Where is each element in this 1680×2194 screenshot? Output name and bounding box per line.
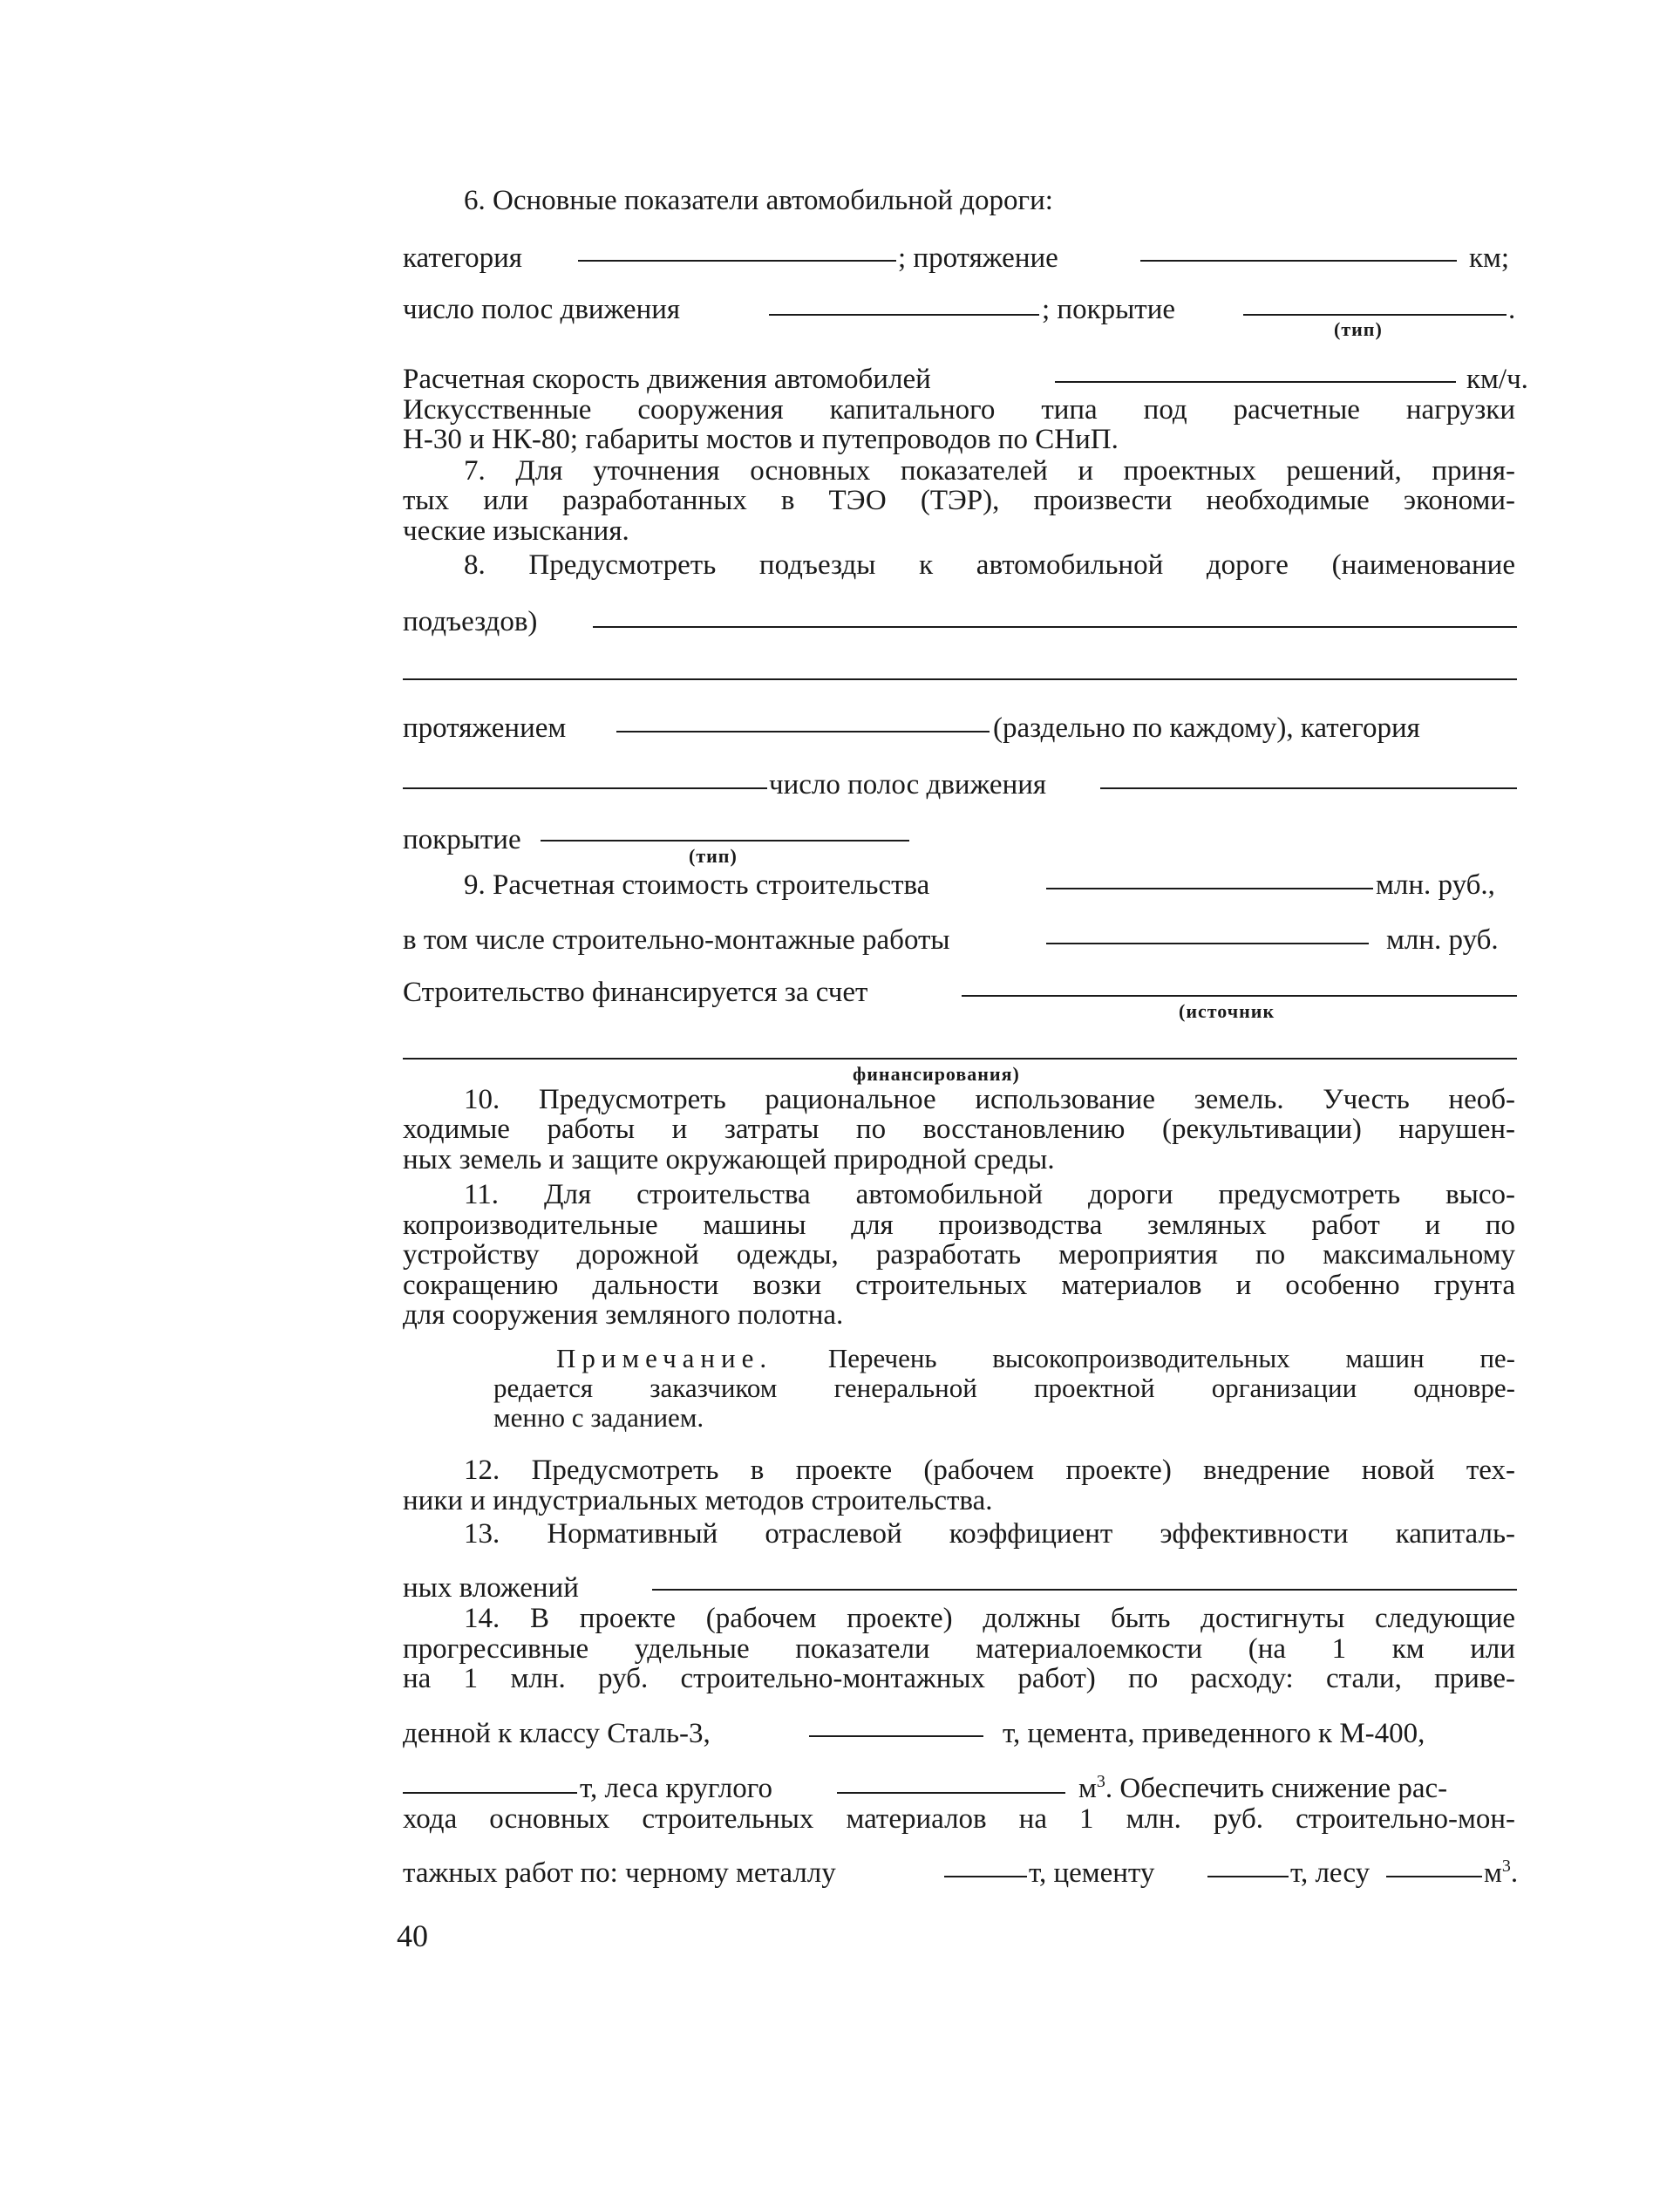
item7-line-3: ческие изыскания. bbox=[403, 515, 629, 547]
item11-line-1: 11. Для строительства автомобильной дороги предусмотреть высо- bbox=[464, 1179, 1515, 1210]
item14-line-2: прогрессивные удельные показатели материалоемкости (на 1 км или bbox=[403, 1633, 1515, 1665]
item10-line-3: ных земель и защите окружающей природной среды. bbox=[403, 1144, 1055, 1175]
item9-line-1: 9. Расчетная стоимость строительства bbox=[464, 869, 930, 901]
reduction-text: . Обеспечить снижение рас- bbox=[1105, 1773, 1448, 1804]
item10-line-2: ходимые работы и затраты по восстановлению (рекультивации) нарушен- bbox=[403, 1114, 1515, 1145]
category-label: категория bbox=[403, 242, 522, 274]
note-text-1: Перечень высокопроизводительных машин пе- bbox=[827, 1343, 1516, 1373]
kmh-unit: км/ч. bbox=[1466, 364, 1528, 395]
wood-reduction-blank bbox=[1386, 1876, 1482, 1877]
cost-unit: млн. руб., bbox=[1376, 869, 1495, 901]
construction-cost-unit: млн. руб. bbox=[1386, 924, 1499, 956]
item14-reduction-label bbox=[1078, 1773, 1447, 1804]
surface-label: ; покрытие bbox=[1042, 294, 1176, 325]
coefficient-blank bbox=[652, 1589, 1517, 1591]
approach-category-blank bbox=[403, 787, 767, 789]
item12-line-1: 12. Предусмотреть в проекте (рабочем проекте) внедрение новой тех- bbox=[464, 1455, 1515, 1486]
final-cubic-unit: м bbox=[1484, 1857, 1502, 1889]
item7-line-2: тых или разработанных в ТЭО (ТЭР), произвести необходимые экономи- bbox=[403, 485, 1515, 516]
financing-caption: финансирования) bbox=[853, 1063, 1020, 1085]
cement-blank bbox=[403, 1792, 577, 1794]
item11-line-5: для сооружения земляного полотна. bbox=[403, 1299, 844, 1331]
km-unit: км; bbox=[1469, 242, 1510, 274]
item13-line-2: ных вложений bbox=[403, 1572, 579, 1604]
note-label: Примечание. bbox=[556, 1343, 773, 1373]
approach-surface-blank bbox=[541, 840, 909, 841]
approach-lanes-label: число полос движения bbox=[769, 769, 1047, 801]
steel-blank bbox=[809, 1735, 983, 1737]
length-label: ; протяжение bbox=[898, 242, 1058, 274]
approach-length-label: протяжением bbox=[403, 712, 567, 744]
type-caption: (тип) bbox=[1334, 318, 1383, 340]
item12-line-2: ники и индустриальных методов строительства. bbox=[403, 1485, 993, 1516]
note-line-2: редается заказчиком генеральной проектной организации одновре- bbox=[493, 1373, 1515, 1403]
surface-blank bbox=[1243, 314, 1507, 316]
source-caption: (источник bbox=[1179, 1000, 1275, 1022]
approaches-label: подъездов) bbox=[403, 606, 538, 637]
structures-line-2: Н-30 и НК-80; габариты мостов и путепроводов по СНиП. bbox=[403, 424, 1119, 455]
item14-line-1: 14. В проекте (рабочем проекте) должны быть достигнуты следующие bbox=[464, 1603, 1515, 1634]
cement-reduction-blank bbox=[1207, 1876, 1289, 1877]
item14-wood-reduction-label: т, лесу bbox=[1290, 1857, 1371, 1889]
item8-line-1: 8. Предусмотреть подъезды к автомобильной дороге (наименование bbox=[464, 549, 1515, 581]
note-line-3: менно с заданием. bbox=[493, 1402, 704, 1433]
final-period: . bbox=[1510, 1857, 1519, 1889]
item14-cement-label: т, цемента, приведенного к М-400, bbox=[1003, 1718, 1425, 1749]
category-blank bbox=[578, 260, 896, 262]
construction-cost-blank bbox=[1046, 943, 1369, 944]
cubic-meter-unit: м bbox=[1078, 1773, 1097, 1804]
item11-line-2: копроизводительные машины для производства земляных работ и по bbox=[403, 1209, 1515, 1241]
item9-line-2: в том числе строительно-монтажные работы bbox=[403, 924, 950, 956]
item9-line-3: Строительство финансируется за счет bbox=[403, 977, 868, 1008]
length-blank bbox=[1140, 260, 1457, 262]
page-number: 40 bbox=[397, 1918, 428, 1953]
approach-type-caption: (тип) bbox=[689, 845, 738, 867]
item14-steel-label: денной к классу Сталь-3, bbox=[403, 1718, 711, 1749]
period: . bbox=[1508, 294, 1516, 325]
item14-wood-label: т, леса круглого bbox=[580, 1773, 772, 1804]
cubic-superscript: 3 bbox=[1096, 1772, 1105, 1791]
item7-line-1: 7. Для уточнения основных показателей и проектных решений, приня- bbox=[464, 455, 1515, 487]
item11-line-4: сокращению дальности возки строительных материалов и особенно грунта bbox=[403, 1270, 1515, 1301]
approach-surface-label: покрытие bbox=[403, 824, 521, 855]
item13-line-1: 13. Нормативный отраслевой коэффициент эффективности капиталь- bbox=[464, 1518, 1515, 1550]
item14-metal-label: тажных работ по: черному металлу bbox=[403, 1857, 836, 1889]
financing-blank bbox=[962, 995, 1517, 997]
approach-length-blank bbox=[616, 731, 990, 732]
item10-line-1: 10. Предусмотреть рациональное использование земель. Учесть необ- bbox=[464, 1084, 1515, 1115]
approaches-blank-2 bbox=[403, 678, 1517, 680]
speed-blank bbox=[1055, 381, 1456, 383]
approach-each-label: (раздельно по каждому), категория bbox=[993, 712, 1420, 744]
approaches-blank bbox=[593, 626, 1517, 628]
item11-line-3: устройству дорожной одежды, разработать мероприятия по максимальному bbox=[403, 1239, 1515, 1271]
final-cubic-superscript: 3 bbox=[1501, 1857, 1511, 1876]
wood-blank bbox=[837, 1792, 1065, 1794]
metal-blank bbox=[944, 1876, 1027, 1877]
lanes-label: число полос движения bbox=[403, 294, 681, 325]
item14-line-6: хода основных строительных материалов на 1 млн. руб. строительно-мон- bbox=[403, 1803, 1515, 1835]
item14-cement-reduction-label: т, цементу bbox=[1029, 1857, 1155, 1889]
speed-label: Расчетная скорость движения автомобилей bbox=[403, 364, 931, 395]
approach-lanes-blank bbox=[1100, 787, 1517, 789]
financing-blank-2 bbox=[403, 1058, 1517, 1060]
structures-line-1: Искусственные сооружения капитального типа под расчетные нагрузки bbox=[403, 394, 1515, 426]
item14-line-3: на 1 млн. руб. строительно-монтажных работ) по расходу: стали, приве- bbox=[403, 1663, 1515, 1694]
cost-blank bbox=[1046, 888, 1373, 889]
item14-final-unit bbox=[1484, 1857, 1518, 1889]
item6-heading: 6. Основные показатели автомобильной дороги: bbox=[464, 185, 1053, 216]
note-line-1 bbox=[556, 1343, 1515, 1374]
lanes-blank bbox=[769, 314, 1039, 316]
